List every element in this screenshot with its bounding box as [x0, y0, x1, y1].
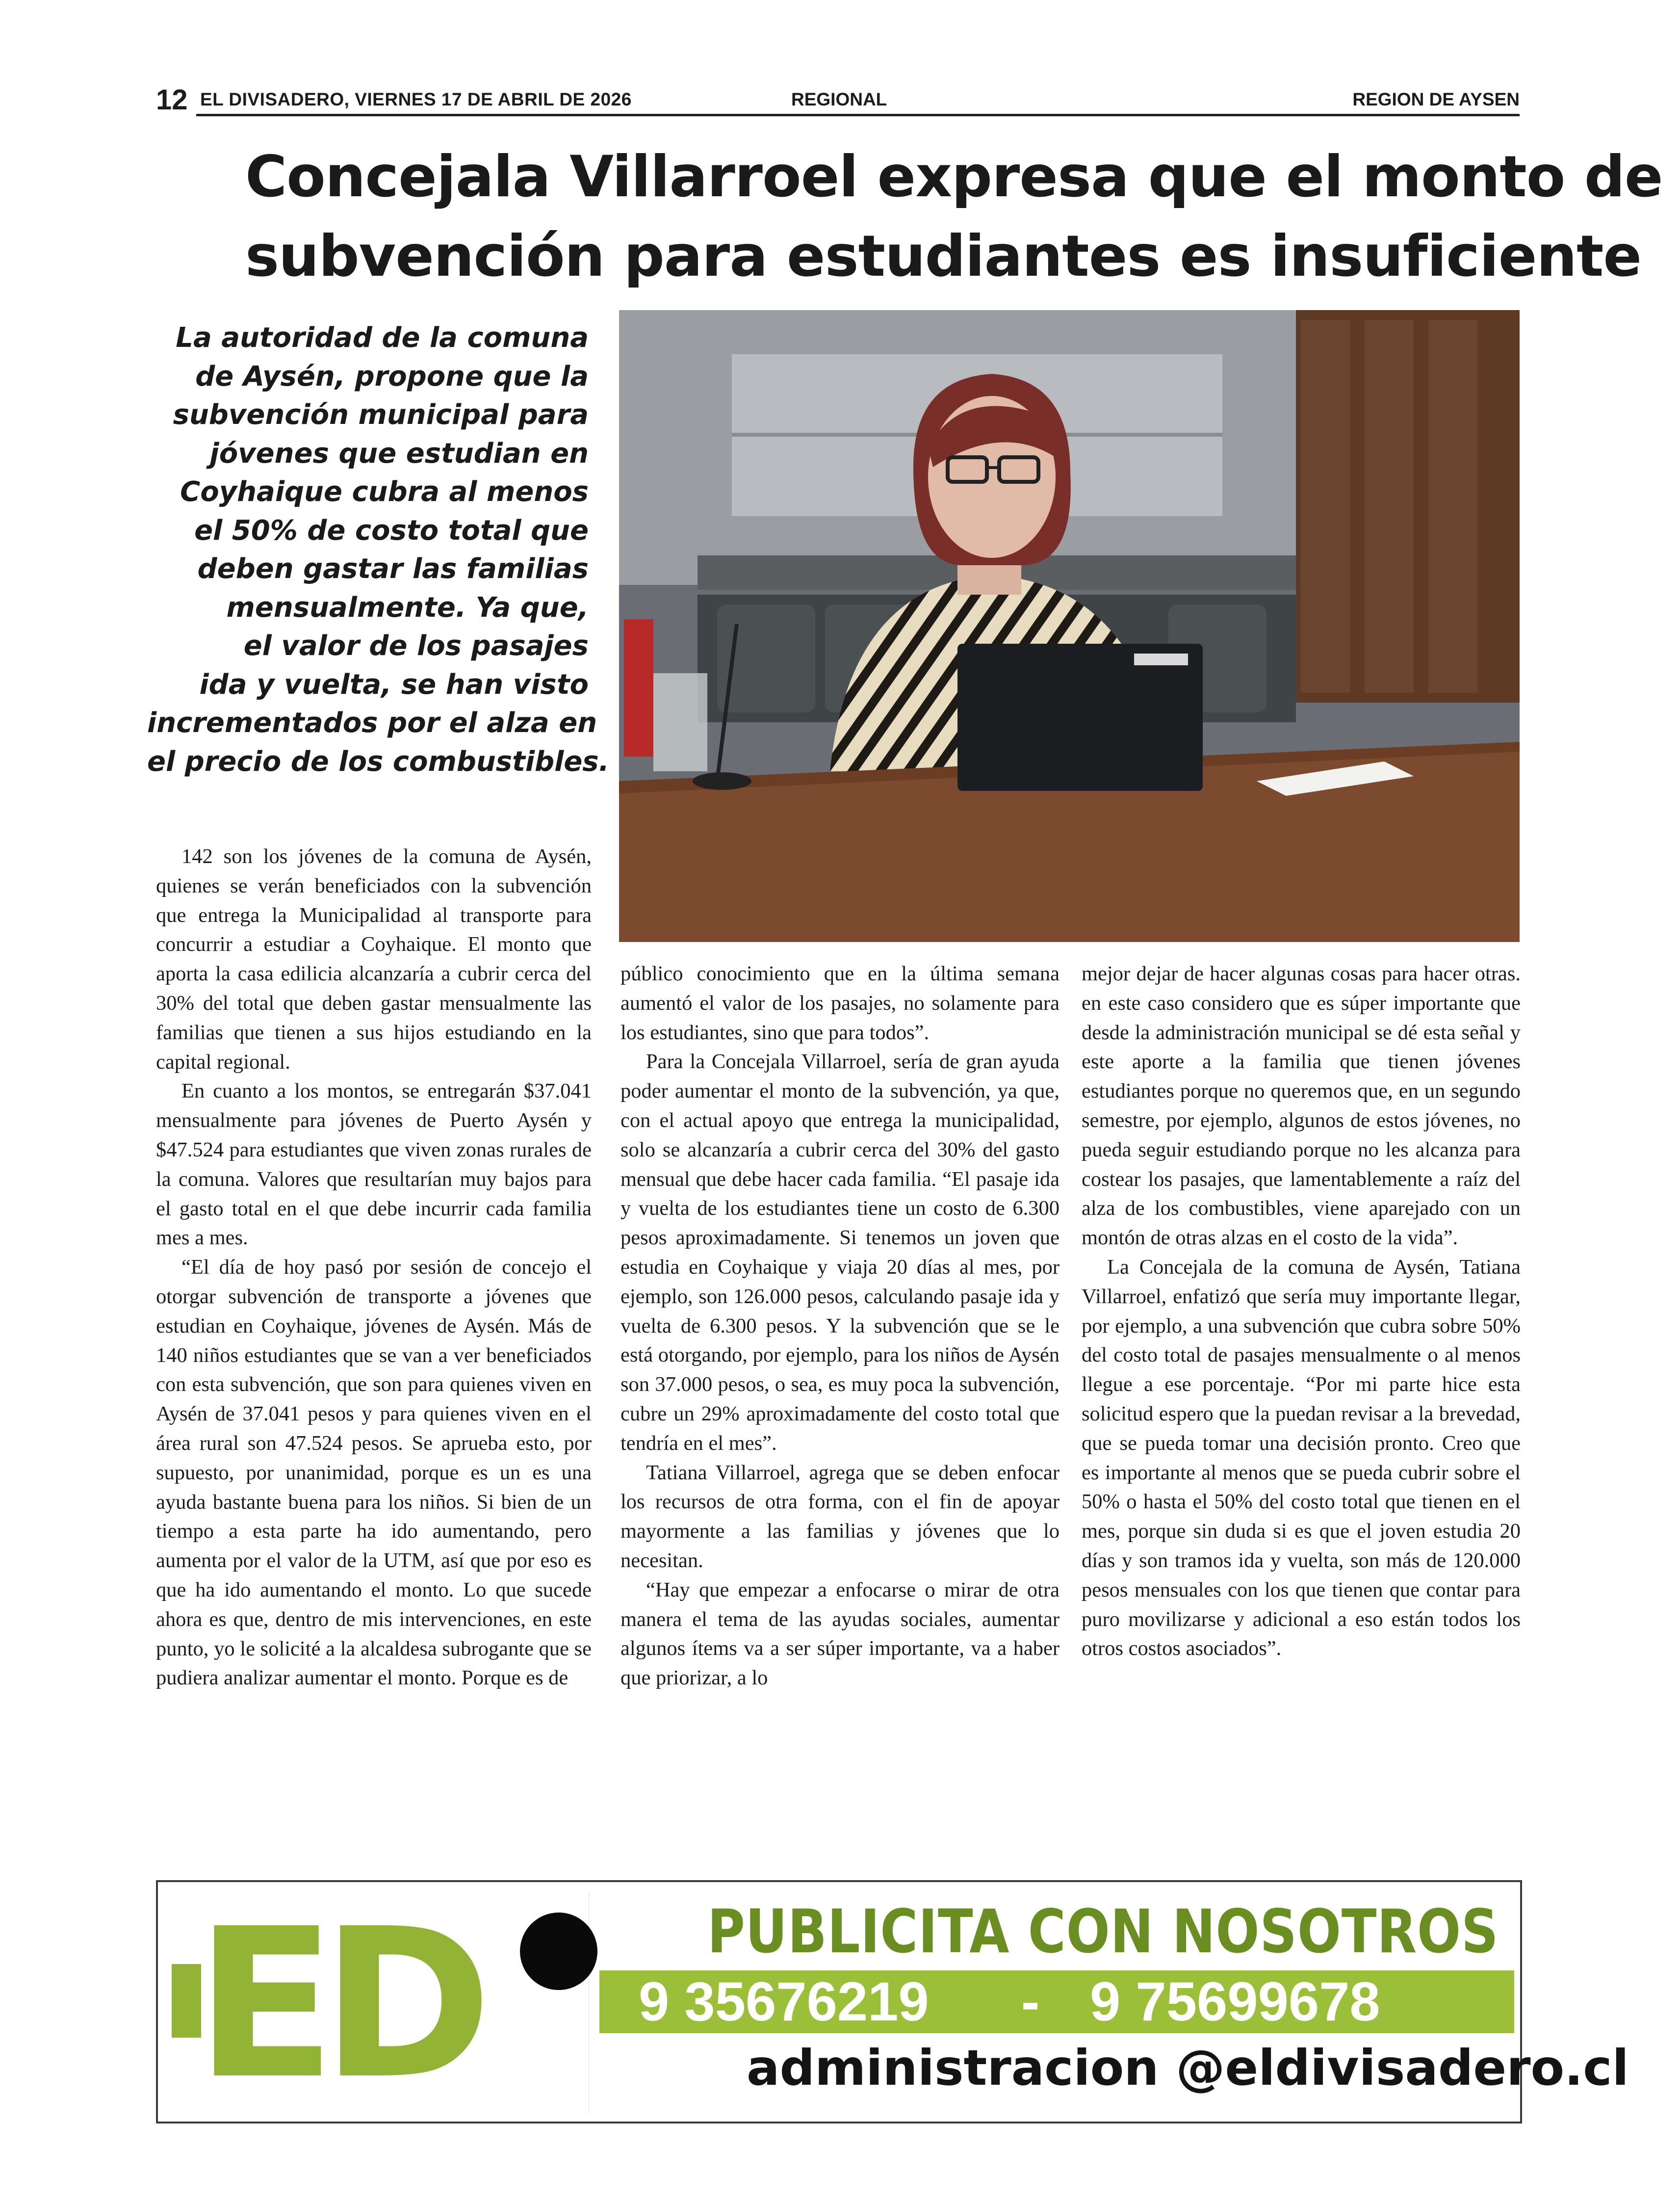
phone-number[interactable]: 9 35676219	[639, 1971, 929, 2032]
page-header	[156, 84, 1520, 117]
logo-text: ED	[195, 1885, 478, 2124]
region-label: REGION DE AYSEN	[1352, 89, 1520, 109]
paragraph: Tatiana Villarroel, agrega que se deben enfocar los recursos de otra forma, con el fin de apoyar mayormente a las familias y jóvenes que lo necesitan.	[620, 1461, 1060, 1572]
article-photo	[619, 310, 1520, 942]
paragraph: público conocimiento que en la última semana aumentó el valor de los pasajes, no solamente para los estudiantes, sino que para todos”.	[620, 962, 1060, 1044]
paragraph: “El día de hoy pasó por sesión de concejo el otorgar subvención de transporte a jóvenes que estudian en Coyhaique, jóvenes de Aysén. Más de 140 niños estudiantes que se van a ver beneficiados con esta subvención, que son para quienes viven en Aysén de 37.041 pesos y para quienes viven en el área rural son 47.524 pesos. Se aprueba esto, por supuesto, por unanimidad, porque es un es una ayuda bastante buena para los niños. Si bien de un tiempo a esta parte ha ido aumentando, pero aumenta por el valor de la UTM, así que por eso es que ha ido aumentando el monto. Lo que sucede ahora es que, dentro de mis intervenciones, en este punto, yo le solicité a la alcaldesa subrogante que se pudiera analizar aumentar el monto. Porque es de	[156, 1256, 592, 1690]
lead-line: de Aysén, propone que la	[195, 360, 589, 393]
paragraph: mejor dejar de hacer algunas cosas para hacer otras. en este caso considero que es súper importante que desde la administración municipal se dé esta señal y este aporte a la familia que tienen jóvenes estudiantes porque no queremos que, en un segundo semestre, por ejemplo, algunos de estos jóvenes, no pueda seguir estudiando porque no les alcanza para costear los pasajes, que lamentablemente a raíz del alza de los combustibles, viene aparejado con un montón de otras alzas en el costo de la vida”.	[1082, 962, 1521, 1250]
article-column-2	[620, 959, 1060, 1693]
logo-dot-icon	[520, 1913, 597, 1990]
lead-line: mensualmente. Ya que,	[226, 591, 589, 624]
phone-band	[599, 1970, 1514, 2033]
lead-line: el 50% de costo total que	[194, 514, 589, 547]
article-column-3	[1082, 959, 1521, 1663]
paragraph: “Hay que empezar a enfocarse o mirar de otra manera el tema de las ayudas sociales, aumentar algunos ítems va a ser súper importante, va a haber que priorizar, a lo	[620, 1578, 1060, 1690]
phone-number[interactable]: 9 75699678	[1090, 1971, 1380, 2032]
paragraph: Para la Concejala Villarroel, sería de gran ayuda poder aumentar el monto de la subvención, ya que, con el actual apoyo que entrega la municipalidad, solo se alcanzaría a cubrir cerca del 30% del gasto mensual que debe hacer cada familia. “El pasaje ida y vuelta de los estudiantes tiene un costo de 6.300 pesos aproximadamente. Si tenemos un joven que estudia en Coyhaique y viaja 20 días al mes, por ejemplo, son 126.000 pesos, calculando pasaje ida y vuelta de 6.300 pesos. Y la subvención que se le está otorgando, por ejemplo, para los niños de Aysén son 37.000 pesos, o sea, es muy poca la subvención, cubre un 29% aproximadamente del costo total que tendría en el mes”.	[620, 1050, 1060, 1455]
paragraph: La Concejala de la comuna de Aysén, Tatiana Villarroel, enfatizó que sería muy importante llegar, por ejemplo, a una subvención que cubra sobre 50% del costo total de pasajes mensualmente o al menos llegue a ese porcentaje. “Por mi parte hice esta solicitud espero que la puedan revisar a la brevedad, que se pueda tomar una decisión pronto. Creo que es importante al menos que se pueda cubrir sobre el 50% o hasta el 50% del costo total que tienen en el mes, porque sin duda si es que el joven estudia 20 días y son tramos ida y vuelta, son más de 120.000 pesos mensuales con los que tienen que contar para puro movilizarse y adicional a eso están todos los otros costos asociados”.	[1082, 1255, 1521, 1660]
lead-line: La autoridad de la comuna	[176, 322, 589, 354]
logo	[172, 1885, 589, 2124]
lead-line: el valor de los pasajes	[243, 630, 589, 662]
headline-line: subvención para estudiantes es insuficiente	[245, 223, 1642, 289]
lead-line: el precio de los combustibles.	[147, 745, 609, 778]
header-rule	[196, 114, 1520, 116]
lead-line: Coyhaique cubra al menos	[180, 476, 589, 508]
lead-line: ida y vuelta, se han visto	[199, 668, 589, 701]
article-lead	[147, 319, 609, 781]
lead-line: incrementados por el alza en	[147, 707, 597, 739]
lead-line: subvención municipal para	[173, 399, 589, 431]
lead-line: deben gastar las familias	[197, 553, 589, 585]
section-label: REGIONAL	[791, 89, 887, 109]
advertisement-banner[interactable]	[156, 1880, 1629, 2124]
headline-line: Concejala Villarroel expresa que el monto de	[245, 144, 1663, 210]
article-column-1	[156, 842, 592, 1693]
paragraph: 142 son los jóvenes de la comuna de Aysén, quienes se verán beneficiados con la subvención que entrega la Municipalidad al transporte para concurrir a estudiar a Coyhaique. El monto que aporta la casa edilicia alcanzaría a cubrir cerca del 30% del total que deben gastar mensualmente las familias que tienen a sus hijos estudiando en la capital regional.	[156, 845, 592, 1074]
lead-line: jóvenes que estudian en	[209, 437, 589, 470]
page-number: 12	[156, 84, 188, 116]
paragraph: En cuanto a los montos, se entregarán $37.041 mensualmente para jóvenes de Puerto Aysén y $47.524 para estudiantes que viven zonas rurales de la comuna. Valores que resultarían muy bajos para el gasto total en el que debe incurrir cada familia mes a mes.	[156, 1079, 592, 1250]
phone-separator: -	[1021, 1971, 1040, 2032]
photo-illustration	[619, 310, 1520, 942]
edition-line: EL DIVISADERO, VIERNES 17 DE ABRIL DE 2026	[200, 89, 632, 109]
ad-email-link[interactable]: administracion @eldivisadero.cl	[747, 2039, 1629, 2097]
article-headline	[245, 137, 1663, 296]
ad-slogan: PUBLICITA CON NOSOTROS	[707, 1897, 1499, 1966]
